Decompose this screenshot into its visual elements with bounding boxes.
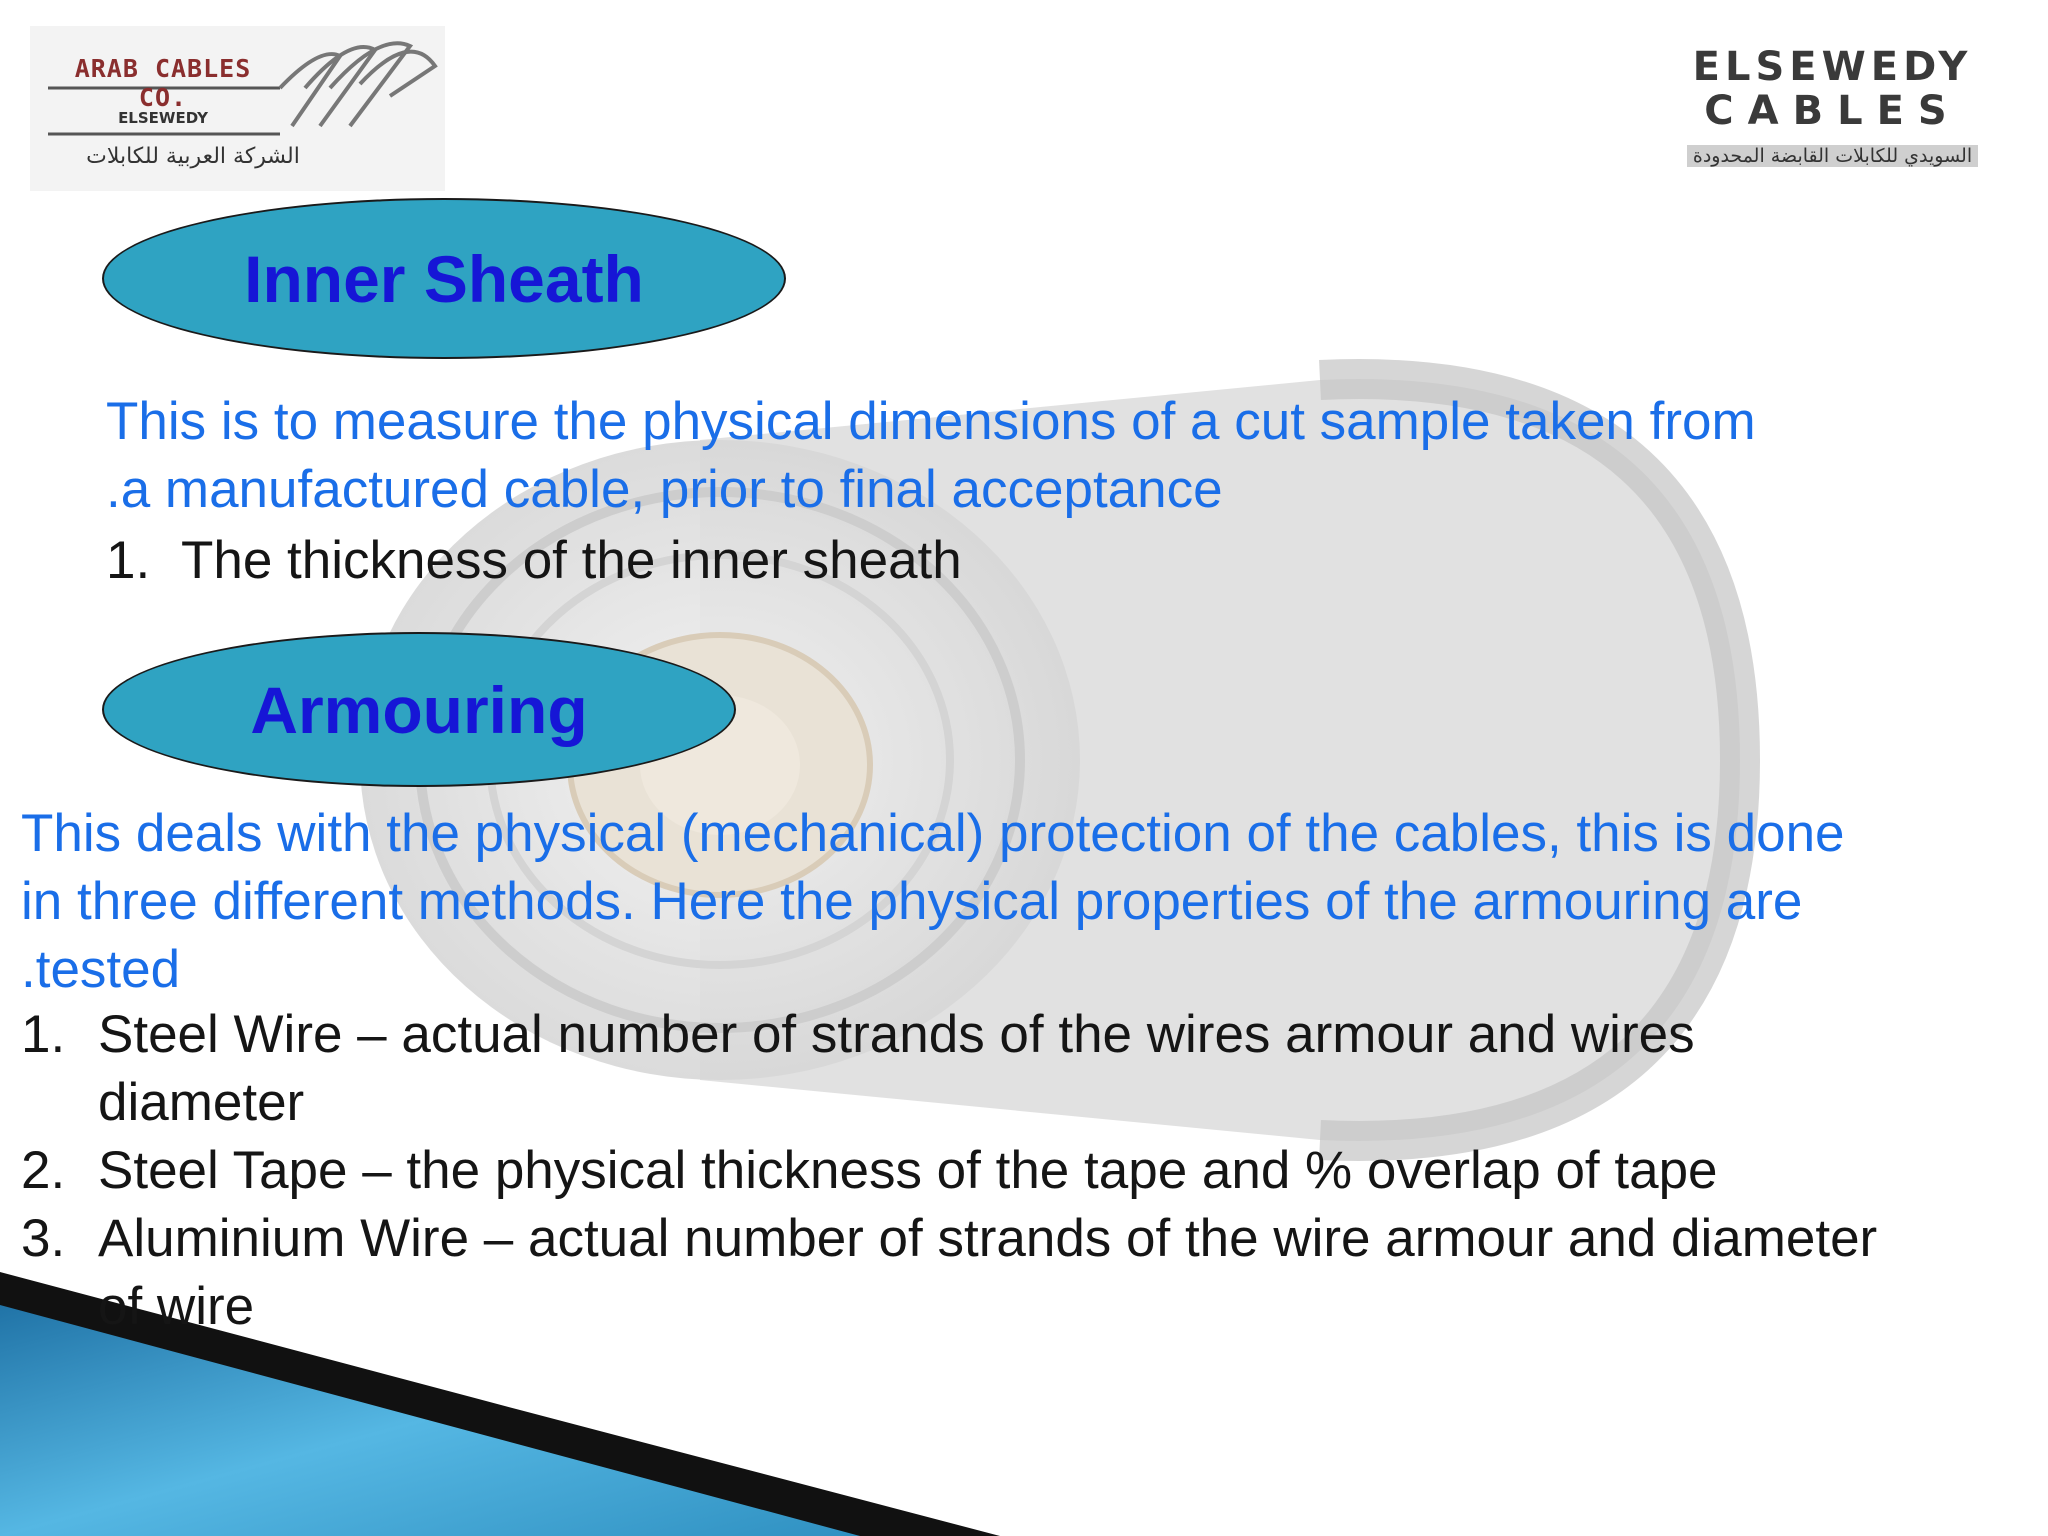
list-item bbox=[21, 1137, 2021, 1205]
list-item bbox=[106, 527, 2006, 595]
list-item-text: The thickness of the inner sheath bbox=[181, 531, 962, 590]
list-item-text-continued: diameter bbox=[98, 1073, 305, 1132]
arab-cables-logo bbox=[30, 26, 445, 191]
inner-sheath-description-line: .a manufactured cable, prior to final acceptance bbox=[106, 460, 1223, 519]
list-item bbox=[21, 1205, 2021, 1341]
arab-cables-arabic: الشركة العربية للكابلات bbox=[86, 144, 300, 169]
list-item-number: 1. bbox=[106, 531, 151, 590]
inner-sheath-description bbox=[106, 388, 2006, 524]
arab-cables-name: ARAB CABLES CO. bbox=[74, 54, 252, 112]
list-item-text-continued: of wire bbox=[98, 1277, 255, 1336]
list-item-number: 1. bbox=[21, 1005, 66, 1064]
armouring-title: Armouring bbox=[102, 632, 736, 787]
list-item-text: Steel Wire – actual number of strands of the wires armour and wires bbox=[98, 1005, 1695, 1064]
list-item-text: Aluminium Wire – actual number of strands of the wire armour and diameter bbox=[98, 1209, 1878, 1268]
list-item-number: 3. bbox=[21, 1209, 66, 1268]
elsewedy-arabic: السويدي للكابلات القابضة المحدودة bbox=[1687, 145, 1978, 167]
armouring-description bbox=[21, 800, 2021, 1004]
armouring-description-line: This deals with the physical (mechanical) protection of the cables, this is done bbox=[21, 804, 1845, 863]
arab-cables-sub: ELSEWEDY bbox=[118, 109, 208, 127]
inner-sheath-list bbox=[106, 527, 2006, 595]
list-item bbox=[21, 1001, 2021, 1137]
inner-sheath-title: Inner Sheath bbox=[102, 198, 786, 359]
inner-sheath-description-line: This is to measure the physical dimensions of a cut sample taken from bbox=[106, 392, 1756, 451]
armouring-list bbox=[21, 1001, 2021, 1341]
elsewedy-line2: CABLES bbox=[1704, 88, 1961, 134]
armouring-description-line: in three different methods. Here the physical properties of the armouring are bbox=[21, 872, 1803, 931]
elsewedy-cables-logo bbox=[1655, 45, 2010, 195]
list-item-text: Steel Tape – the physical thickness of the tape and % overlap of tape bbox=[98, 1141, 1718, 1200]
list-item-number: 2. bbox=[21, 1141, 66, 1200]
elsewedy-line1: ELSEWEDY bbox=[1692, 44, 1973, 90]
armouring-description-line: .tested bbox=[21, 940, 181, 999]
